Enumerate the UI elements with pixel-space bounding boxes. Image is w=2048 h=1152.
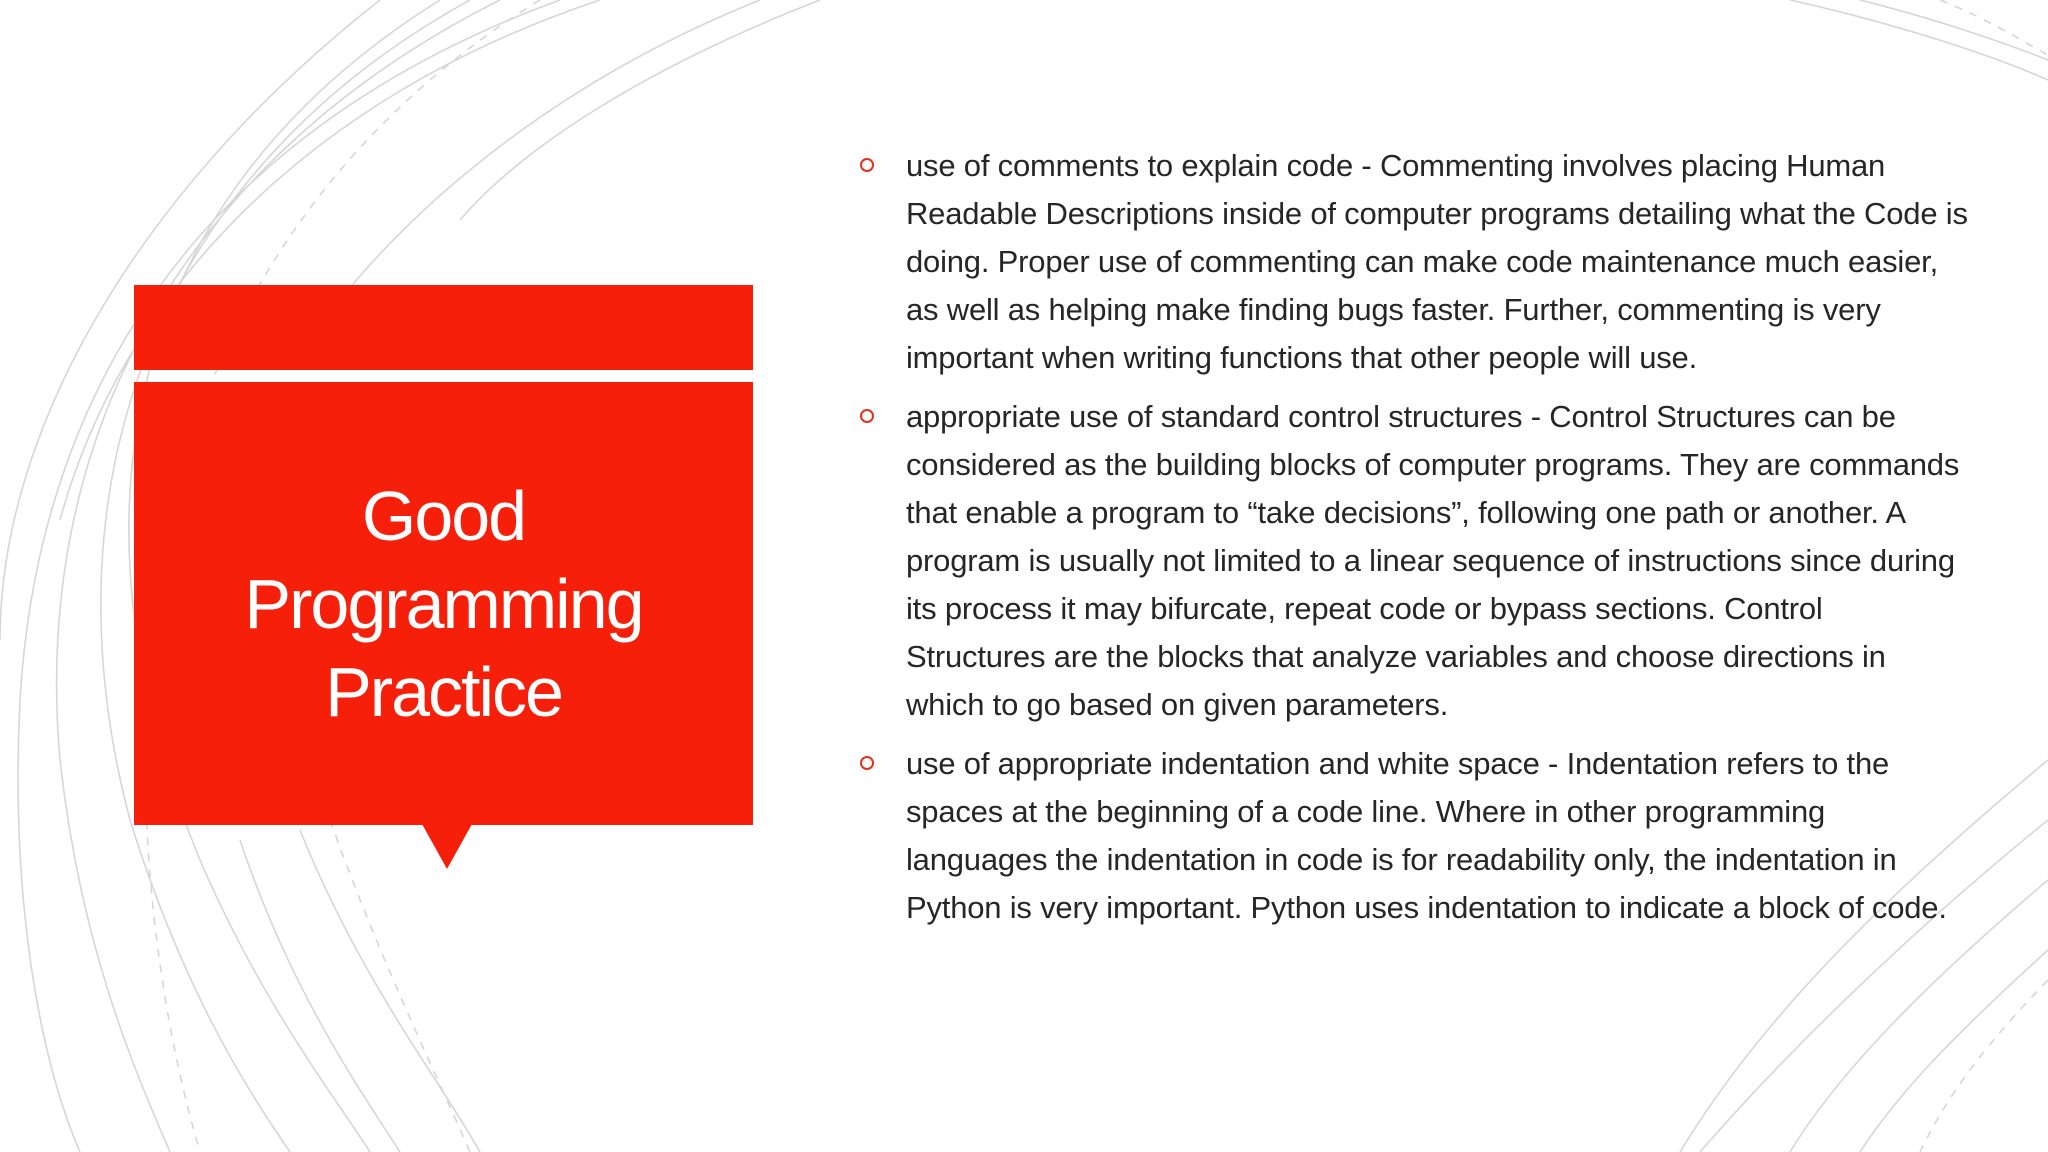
circle-bullet-icon bbox=[860, 158, 874, 172]
bullet-item bbox=[858, 142, 1968, 382]
title-accent-bar bbox=[134, 285, 753, 370]
circle-bullet-icon bbox=[860, 756, 874, 770]
circle-bullet-icon bbox=[860, 409, 874, 423]
bullet-text: appropriate use of standard control structures - Control Structures can be considered as the building blocks of computer programs. They are commands that enable a program to “take decisions”, following one path or another. A program is usually not limited to a linear sequence of instructions since during its process it may bifurcate, repeat code or bypass sections. Control Structures are the blocks that analyze variables and choose directions in which to go based on given parameters. bbox=[906, 399, 1960, 722]
bullet-item bbox=[858, 393, 1968, 729]
callout-pointer bbox=[422, 824, 472, 869]
title-callout-box bbox=[134, 382, 753, 825]
bullet-text: use of comments to explain code - Commenting involves placing Human Readable Descriptions inside of computer programs detailing what the Code is doing. Proper use of commenting can make code maintenance much easier, as well as helping make finding bugs faster. Further, commenting is very important when writing functions that other people will use. bbox=[906, 148, 1968, 375]
bullet-text: use of appropriate indentation and white space - Indentation refers to the spaces at the beginning of a code line. Where in other programming languages the indentation in code is for readability only, the indentation in Python is very important. Python uses indentation to indicate a block of code. bbox=[906, 746, 1947, 925]
bullet-list bbox=[858, 142, 1968, 943]
slide-title: Good Programming Practice bbox=[244, 476, 643, 731]
bullet-item bbox=[858, 740, 1968, 932]
